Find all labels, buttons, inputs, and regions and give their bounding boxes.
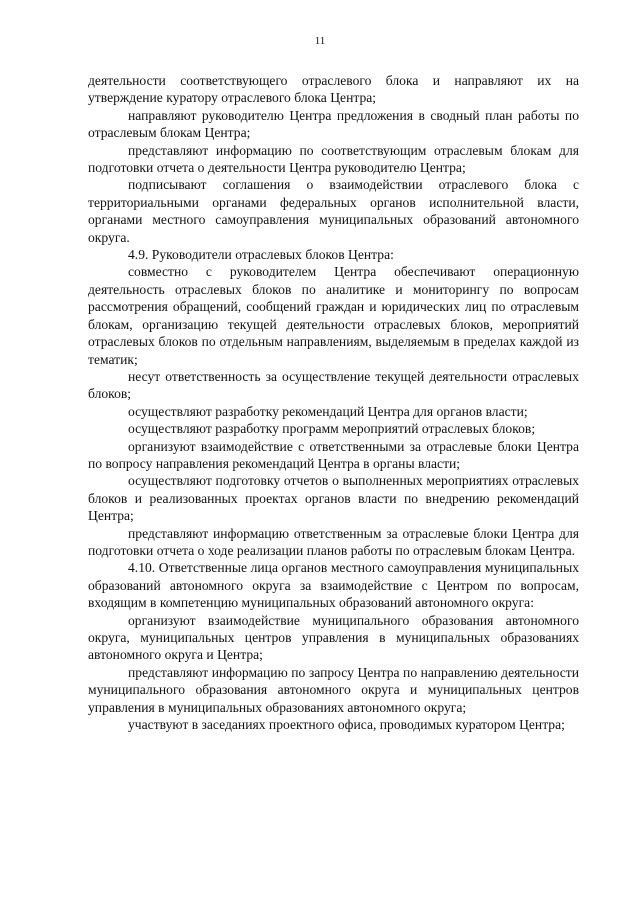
paragraph: осуществляют подготовку отчетов о выполненных мероприятиях отраслевых блоков и реализованных проектах органов власти по внедрению рекомендаций Центра;	[88, 473, 579, 524]
paragraph: организуют взаимодействие муниципального образования автономного округа, муниципальных центров управления в муниципальных образованиях автономного округа и Центра;	[88, 612, 579, 663]
paragraph: осуществляют разработку рекомендаций Центра для органов власти;	[128, 403, 528, 419]
paragraph: направляют руководителю Центра предложения в сводный план работы по отраслевым блокам Центра;	[88, 107, 579, 141]
section-heading: 4.9. Руководители отраслевых блоков Центра:	[128, 247, 394, 263]
paragraph: участвуют в заседаниях проектного офиса, проводимых куратором Центра;	[128, 717, 565, 733]
paragraph: подписывают соглашения о взаимодействии отраслевого блока с территориальными органами федеральных органов исполнительной власти, органами местного самоуправления муниципальных образований автономного округа.	[88, 177, 579, 245]
document-body	[88, 72, 579, 733]
paragraph: совместно с руководителем Центра обеспечивают операционную деятельность отраслевых блоков по аналитике и мониторингу по вопросам рассмотрения обращений, сообщений граждан и юридических лиц по отраслевым блокам, организацию текущей деятельности отраслевых блоков, мероприятий отраслевых блоков по отдельным направлениям, выделяемым в пределах каждой из тематик;	[88, 264, 579, 367]
paragraph: осуществляют разработку программ мероприятий отраслевых блоков;	[128, 421, 536, 437]
section-heading: 4.10. Ответственные лица органов местного самоуправления муниципальных образований автономного округа за взаимодействие с Центром по вопросам, входящим в компетенцию муниципальных образований автономного округа:	[88, 560, 579, 611]
paragraph: деятельности соответствующего отраслевого блока и направляют их на утверждение куратору отраслевого блока Центра;	[88, 73, 579, 106]
paragraph: представляют информацию по запросу Центра по направлению деятельности муниципального образования автономного округа и муниципальных центров управления в муниципальных образованиях автономного округа;	[88, 664, 579, 715]
paragraph: представляют информацию по соответствующим отраслевым блокам для подготовки отчета о деятельности Центра руководителю Центра;	[88, 142, 579, 176]
paragraph: представляют информацию ответственным за отраслевые блоки Центра для подготовки отчета о ходе реализации планов работы по отраслевым блокам Центра.	[88, 525, 579, 558]
paragraph: организуют взаимодействие с ответственными за отраслевые блоки Центра по вопросу направления рекомендаций Центра в органы власти;	[88, 438, 579, 471]
page-number: 11	[314, 35, 326, 47]
paragraph: несут ответственность за осуществление текущей деятельности отраслевых блоков;	[88, 368, 579, 402]
